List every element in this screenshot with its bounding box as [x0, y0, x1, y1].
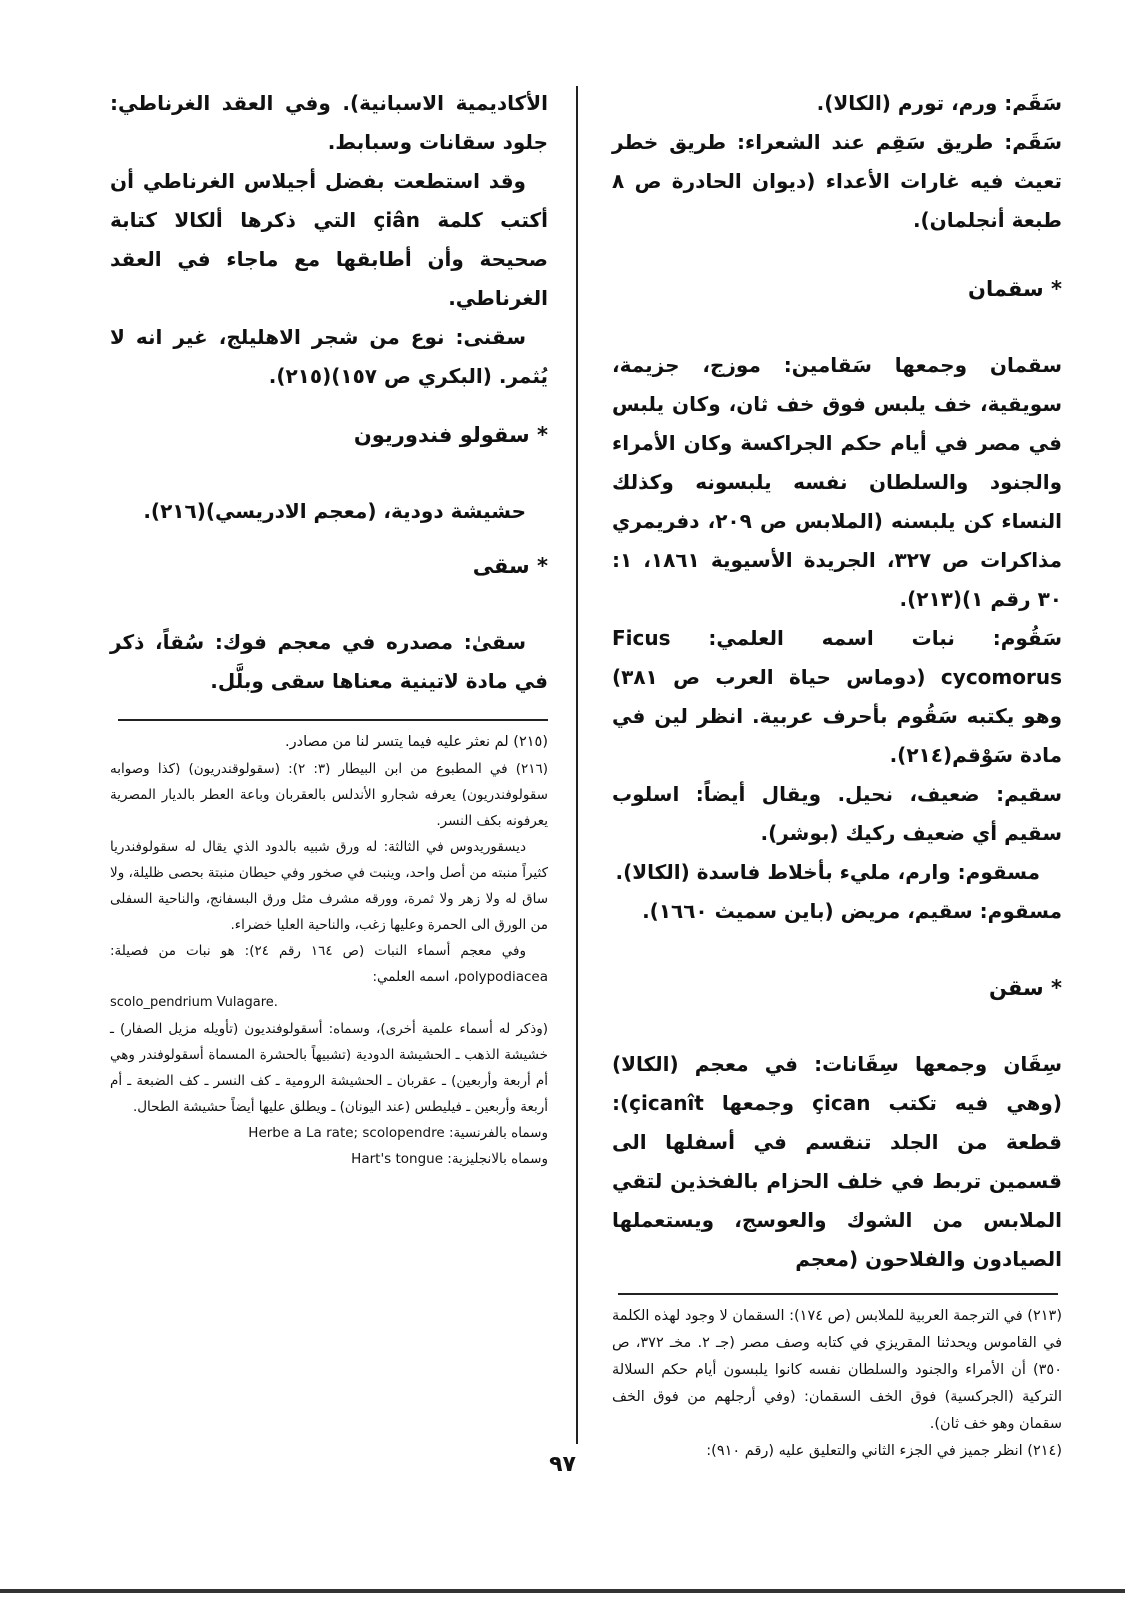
entry-siqan-continued: الأكاديمية الاسبانية). وفي العقد الغرناطي: جلود سقانات وسبابط. [110, 91, 548, 154]
scan-bottom-edge [0, 1589, 1125, 1593]
entry-saqam-swelling: سَقَم: ورم، تورم (الكالا). [816, 91, 1062, 115]
entry-saqy: سقىٰ: مصدره في معجم فوك: سُقاً، ذكر في مادة لاتينية معناها سقى وبلَّل. [110, 630, 548, 693]
entry-siqan-note: وقد استطعت بفضل أجيلاس الغرناطي أن أكتب كلمة çiân التي ذكرها ألكالا كتابة صحيحة وأن أطابقها مع ماجاء في العقد الغرناطي. [110, 169, 548, 310]
footnote-215: (٢١٥) لم نعثر عليه فيما يتسر لنا من مصادر. [285, 734, 548, 750]
heading-saqman: * سقمان [968, 277, 1062, 301]
heading-scolopendrion: * سقولو فندوريون [353, 423, 548, 447]
footnote-216-latin-name: scolo_pendrium Vulagare. [110, 995, 278, 1010]
entry-masqum-2: مسقوم: سقيم، مريض (باين سميث ١٦٦٠). [642, 899, 1062, 923]
left-column [110, 84, 548, 1172]
entry-saqman: سقمان وجمعها سَقامين: موزج، جزيمة، سويقية، خف يلبس فوق خف ثان، وكان يلبس في مصر في أيام حكم الجراكسة وكان الأمراء والجنود والسلطان نفسه يلبسونه وكذلك النساء كن يلبسنه (الملابس ص ٢٠٩، دفريمري مذاكرات ص ٣٢٧، الجريدة الأسيوية ١٨٦١، ١: ٣٠ رقم ١)(٢١٣). [612, 353, 1062, 611]
page-number: ٩٧ [549, 1452, 576, 1477]
heading-saqn: * سقن [989, 976, 1062, 1000]
entry-saqum: سَقُوم: نبات اسمه العلمي: Ficus cycomorus (دوماس حياة العرب ص ٣٨١) وهو يكتبه سَقُوم بأحرف عربية. انظر لين في مادة سَوْقم(٢١٤). [612, 626, 1062, 767]
entry-saqam-road: سَقَم: طريق سَقِم عند الشعراء: طريق خطر تعيث فيه غارات الأعداء (ديوان الحادرة ص ٨ طبعة أنجلمان). [612, 130, 1062, 232]
footnote-216-english-name: وسماه بالانجليزية: Hart's tongue [351, 1151, 548, 1167]
entry-saqim: سقيم: ضعيف، نحيل. ويقال أيضاً: اسلوب سقيم أي ضعيف ركيك (بوشر). [612, 782, 1062, 845]
heading-saqy: * سقى [472, 554, 548, 578]
footnote-213: (٢١٣) في الترجمة العربية للملابس (ص ١٧٤): السقمان لا وجود لهذه الكلمة في القاموس ويحدثنا المقريزي في كتابه وصف مصر (جـ ٢. مخـ ٣٧٢، ص ٣٥٠) أن الأمراء والجنود والسلطان نفسه كانوا يلبسون أيام حكم السلالة التركية (الجركسية) فوق الخف السقمان: (وفي أرجلهم من فوق الخف سقمان وهو خف ثان). [612, 1308, 1063, 1432]
footnote-214: (٢١٤) انظر جميز في الجزء الثاني والتعليق عليه (رقم ٩١٠): [706, 1443, 1062, 1459]
entry-siqan: سِقَان وجمعها سِقَانات: في معجم (الكالا)(وهي فيه تكتب çican وجمعها çicanît): قطعة من الجلد تنقسم في أسفلها الى قسمين تربط في خلف الحزام بالفخذين لتقي الملابس من الشوك والعوسج، ويستعملها الصيادون والفلاحون (معجم [612, 1052, 1062, 1271]
footnote-216-part-1: (٢١٦) في المطبوع من ابن البيطار (٣: ٢): (سقولوقندريون) (كذا وصوابه سقولوفندريون) يعرفه شجارو الأندلس بالعقربان وباعة العطر بالديار المصرية يعرفونه بكف النسر. [110, 761, 549, 829]
column-divider [576, 86, 578, 1444]
footnote-216-french-name: وسماه بالفرنسية: Herbe a La rate; scolopendre [248, 1125, 548, 1141]
footnote-216-part-4: (وذكر له أسماء علمية أخرى)، وسماه: أسقولوفنديون (تأويله مزيل الصفار) ـ خشيشة الذهب ـ الحشيشة الدودية (تشبيهاً بالحشرة المسماة أسقولوفندر وهي أم أربعة وأربعين) ـ عقربان ـ الحشيشة الرومية ـ كف النسر ـ كف الضبعة ـ أم أربعة وأربعين ـ فيليطس (عند اليونان) ـ ويطلق عليها أيضاً حشيشة الطحال. [110, 1021, 548, 1115]
footnote-216-part-3: وفي معجم أسماء النبات (ص ١٦٤ رقم ٢٤): هو نبات من فصيلة: polypodiacea، اسمه العلمي: [110, 943, 548, 985]
entry-saqna: سقنى: نوع من شجر الاهليلج، غير انه لا يُثمر. (البكري ص ١٥٧)(٢١٥). [110, 325, 548, 388]
footnote-216-part-2: ديسقوريدوس في الثالثة: له ورق شبيه بالدود الذي يقال له سقولوفندريا كثيراً منبته من أصل واحد، وينبت في صخور وفي حيطان منبتة بحصى ظليلة، ولا ساق له ولا زهر ولا ثمرة، وورقه مشرف مثل ورق البسفانج، والناحية السفلى من الورق الى الحمرة وعليها زغب، والناحية العليا خضراء. [110, 839, 548, 933]
entry-masqum-1: مسقوم: وارم، مليء بأخلاط فاسدة (الكالا). [615, 860, 1040, 884]
entry-scolopendrion: حشيشة دودية، (معجم الادريسي)(٢١٦). [143, 499, 526, 523]
right-column [612, 84, 1062, 1465]
